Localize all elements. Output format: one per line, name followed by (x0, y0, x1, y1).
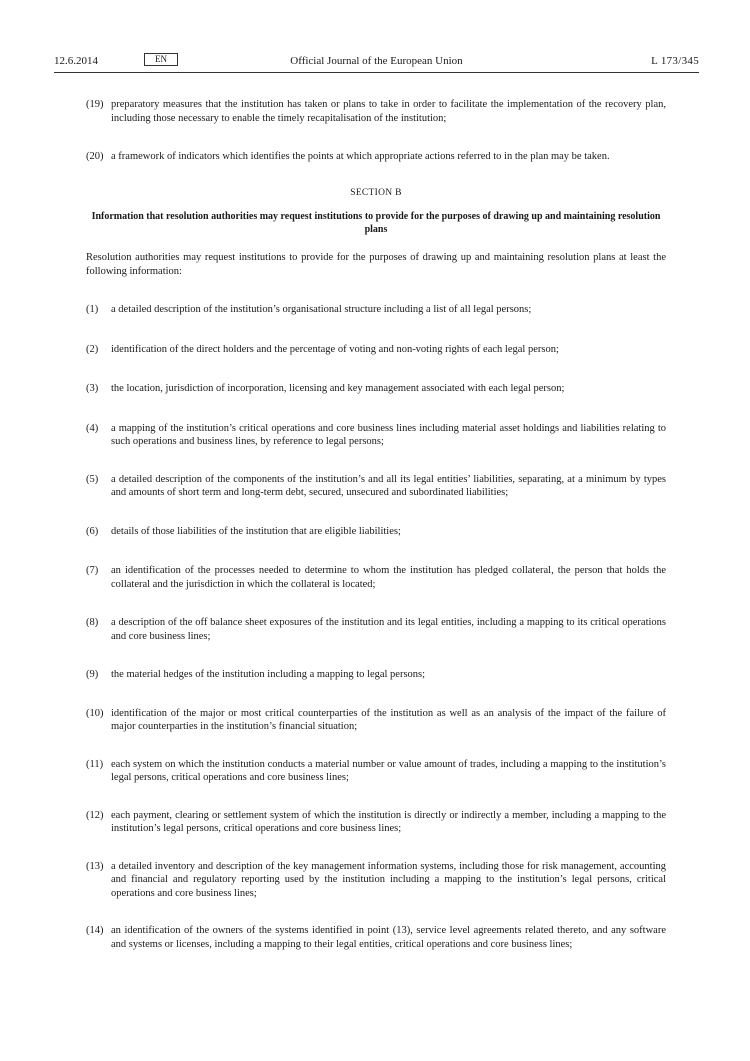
item-number: (14) (86, 925, 104, 936)
item-number: (5) (86, 473, 99, 485)
item-number: (1) (86, 304, 99, 315)
item-text: the location, jurisdiction of incorporation, licensing and key management associated with each legal person; (111, 383, 565, 394)
language-badge: EN (144, 53, 178, 66)
list-item (86, 564, 666, 591)
item-text: a mapping of the institution’s critical operations and core business lines including material asset holdings and liabilities relating to such operations and business lines, by reference to legal persons; (111, 422, 666, 447)
item-number: (4) (86, 422, 99, 434)
page-reference: L 173/345 (651, 55, 699, 67)
list-item (86, 303, 666, 317)
item-text: a detailed description of the institution’s organisational structure including a list of all legal persons; (111, 304, 532, 315)
issue-date: 12.6.2014 (54, 55, 98, 67)
list-item (86, 758, 666, 785)
page-header (54, 52, 699, 73)
list-item (86, 924, 666, 951)
item-text: each payment, clearing or settlement system of which the institution is directly or indirectly a member, including a mapping to the institution’s legal persons, critical operations and core business lines; (111, 809, 666, 834)
item-text: details of those liabilities of the institution that are eligible liabilities; (111, 525, 401, 537)
item-text: a detailed description of the components of the institution’s and all its legal entities’ liabilities, separating, at a minimum by types and amounts of short term and long-term debt, secured, unsecured and subordinated liabilities; (111, 473, 666, 498)
item-text: identification of the direct holders and the percentage of voting and non-voting rights of each legal person; (111, 343, 559, 355)
item-number: (20) (86, 151, 104, 162)
item-text: a description of the off balance sheet exposures of the institution and its legal entities, including a mapping to its critical operations and core business lines; (111, 617, 666, 642)
item-number: (8) (86, 617, 99, 628)
item-text: an identification of the processes needed to determine to whom the institution has pledged collateral, the person that holds the collateral and the jurisdiction in which the collateral is located; (111, 565, 666, 590)
list-item (86, 809, 666, 836)
item-number: (19) (86, 99, 104, 110)
item-number: (7) (86, 565, 99, 576)
list-item (86, 473, 666, 500)
section-title: Information that resolution authorities may request institutions to provide for the purposes of drawing up and maintaining resolution plans (91, 211, 661, 235)
item-text: preparatory measures that the institution has taken or plans to take in order to facilitate the implementation of the recovery plan, including those necessary to enable the timely recapitalisation of the institution; (111, 99, 666, 124)
list-item (86, 382, 666, 396)
item-text: a framework of indicators which identifies the points at which appropriate actions referred to in the plan may be taken. (111, 151, 610, 162)
list-item (86, 668, 666, 682)
list-item (86, 343, 666, 357)
document-body (86, 98, 666, 951)
item-number: (11) (86, 758, 104, 770)
item-number: (13) (86, 860, 104, 872)
item-number: (12) (86, 809, 104, 821)
item-text: a detailed inventory and description of the key management information systems, including those for risk management, accounting and financial and regulatory reporting used by the institution including a mapping to the institution’s legal persons, critical operations and core business lines; (111, 860, 666, 899)
list-item (86, 150, 666, 164)
list-item (86, 707, 666, 734)
section-intro: Resolution authorities may request institutions to provide for the purposes of drawing up and maintaining resolution plans at least the following information: (86, 252, 666, 277)
item-number: (9) (86, 669, 99, 680)
item-text: identification of the major or most critical counterparties of the institution as well as an analysis of the impact of the failure of major counterparties in the institution’s financial situation; (111, 707, 666, 732)
item-text: the material hedges of the institution including a mapping to legal persons; (111, 669, 426, 680)
item-number: (3) (86, 383, 99, 394)
journal-title: Official Journal of the European Union (290, 55, 463, 67)
item-text: an identification of the owners of the systems identified in point (13), service level agreements related thereto, and any software and systems or licenses, including a mapping to their legal entities, critical operations and core business lines; (111, 925, 666, 950)
item-number: (6) (86, 525, 99, 537)
list-item (86, 98, 666, 125)
list-item (86, 616, 666, 643)
list-item (86, 860, 666, 901)
list-item (86, 525, 666, 539)
list-item (86, 422, 666, 449)
item-number: (10) (86, 707, 104, 719)
item-number: (2) (86, 343, 99, 355)
item-text: each system on which the institution conducts a material number or value amount of trades, including a mapping to the institution’s legal persons, critical operations and core business lines; (111, 758, 666, 783)
section-label: SECTION B (350, 187, 402, 198)
